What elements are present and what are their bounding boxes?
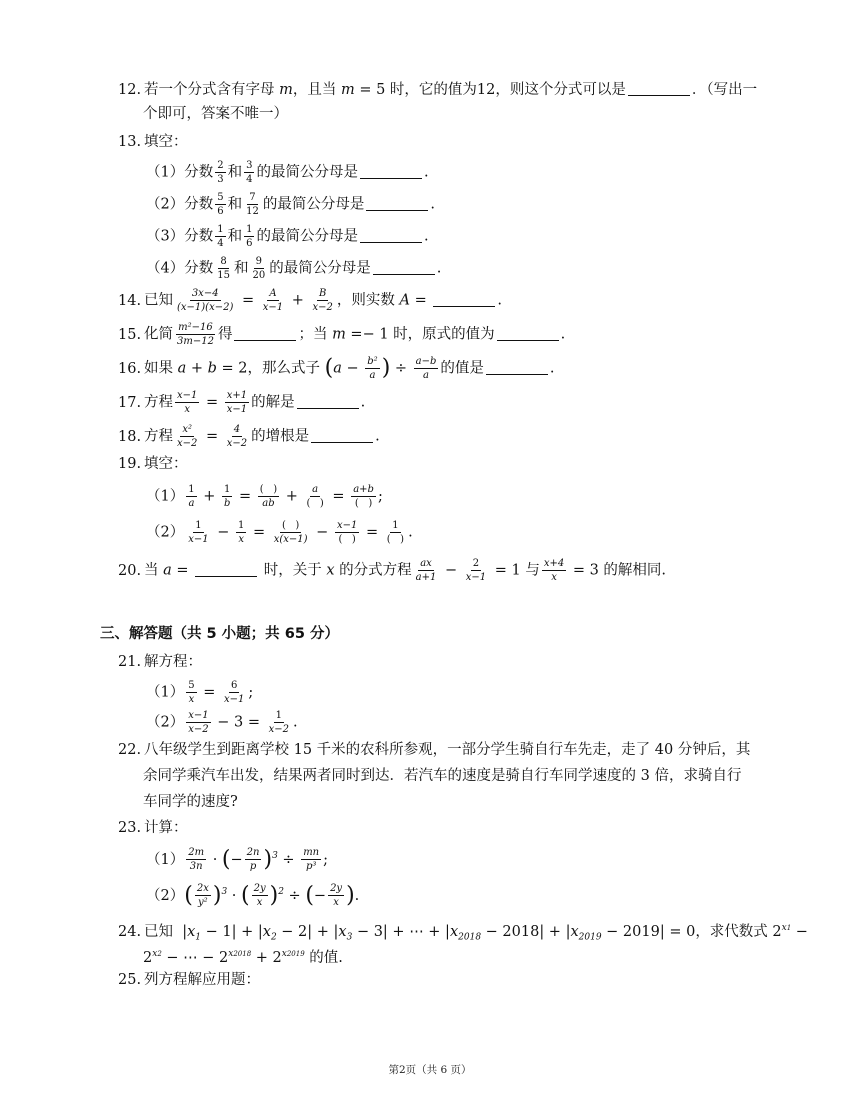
question-14: 14. 已知 $\frac{3x-4}{(x-1)(x-2)}$ = $\frac{A}{x-1}$ + $\frac{B}{x-2}$ ，则实数 A = . [118,288,502,313]
question-25: 25. 列方程解应用题： [118,972,260,988]
question-13-item-2: （2）分数 $\frac{5}{6}$ 和 $\frac{7}{12}$ 的最简公分母是 . [146,192,435,217]
answer-blank[interactable] [360,164,422,179]
question-19-item-2: （2） $\frac{1}{x-1}$ − $\frac{1}{x}$ = $\frac{( )}{x(x-1)}$ − $\frac{x-1}{( )}$ = $\frac{1}{( )}$ . [146,520,413,545]
question-13-item-3: （3）分数 $\frac{1}{4}$ 和 $\frac{1}{6}$ 的最简公分母是 . [146,224,429,249]
question-16: 16. 如果 a + b = 2，那么式子 (a − $\frac{\text{b²}}{a}$ ) ÷ $\frac{a-b}{a}$ 的值是 . [118,355,555,381]
question-23: 23. 计算： [118,820,188,836]
answer-blank[interactable] [234,326,296,341]
answer-blank[interactable] [433,292,495,307]
question-19-item-1: （1） $\frac{1}{a}$ + $\frac{1}{b}$ = $\frac{( )}{ab}$ + $\frac{a}{( )}$ = $\frac{a+b}{( )}$ ; [146,484,383,509]
question-22: 22. 八年级学生到距离学校 15 千米的农科所参观，一部分学生骑自行车先走，走了 40 分钟后，其 [118,742,751,758]
answer-blank[interactable] [373,260,435,275]
question-21-item-2: （2） $\frac{x-1}{x-2}$ − 3 = $\frac{1}{x-2}$ . [146,710,298,735]
question-23-item-1: （1） $\frac{2m}{3n}$ · (− $\frac{2n}{p}$ )$^3$ ÷ $\frac{mn}{\text{p³}}$ ; [146,846,329,873]
question-12-line2: 个即可，答案不唯一） [143,106,288,122]
question-13-item-4: （4）分数 $\frac{8}{15}$ 和 $\frac{9}{20}$ 的最简公分母是 . [146,256,442,281]
question-19: 19. 填空： [118,456,188,472]
question-20: 20. 当 a = 时，关于 x 的分式方程 $\frac{ax}{a+1}$ − $\frac{2}{x-1}$ = 1 与 $\frac{x+4}{x}$ = 3 的解相同. [118,558,667,583]
answer-blank[interactable] [628,81,690,96]
section-heading: 三、解答题（共 5 小题；共 65 分） [100,626,339,642]
question-23-item-2: （2）( $\frac{2x}{\text{y²}}$ )$^3$ · ( $\frac{2y}{x}$ )$^2$ ÷ (− $\frac{2y}{x}$ ). [146,882,360,909]
question-18: 18. 方程 $\frac{\text{x²}}{x-2}$ = $\frac{4}{x-2}$ 的增根是 . [118,424,380,449]
question-13-item-1: （1）分数 $\frac{2}{3}$ 和 $\frac{3}{4}$ 的最简公分母是 . [146,160,429,185]
page-footer: 第2页（共 6 页） [388,1064,472,1076]
answer-blank[interactable] [486,360,548,375]
answer-blank[interactable] [360,228,422,243]
question-17: 17. 方程 $\frac{x-1}{x}$ = $\frac{x+1}{x-1}$ 的解是 . [118,390,366,415]
answer-blank[interactable] [311,428,373,443]
question-21-item-1: （1） $\frac{5}{x}$ = $\frac{6}{x-1}$ ; [146,680,254,705]
question-13: 13. 填空： [118,134,188,150]
answer-blank[interactable] [366,196,428,211]
question-22-line3: 车同学的速度? [143,794,238,810]
question-24: 24. 已知 $|x_1 - 1| + |x_2 - 2| + |x_3 - 3|$ + ⋯ + $|x_{2018} - 2018| + |x_{2019} - 2019| = 0$，求代数式 $2^{x1}$ − [118,923,808,943]
question-15: 15. 化简 $\frac{\text{m²−16}}{3m-12}$ 得 ；当 m =− 1 时，原式的值为 . [118,322,566,347]
question-21: 21. 解方程： [118,654,202,670]
answer-blank[interactable] [497,326,559,341]
question-12: 12. 若一个分式含有字母 m，且当 m = 5 时，它的值为12，则这个分式可以是 ．（写出一 [118,82,758,98]
answer-blank[interactable] [297,394,359,409]
answer-blank[interactable] [195,562,257,577]
question-22-line2: 余同学乘汽车出发，结果两者同时到达．若汽车的速度是骑自行车同学速度的 3 倍，求骑自行 [143,768,742,784]
question-24-line2: $2^{x2}$ − ⋯ − $2^{x2018} + 2^{x2019}$ 的值. [143,949,343,966]
